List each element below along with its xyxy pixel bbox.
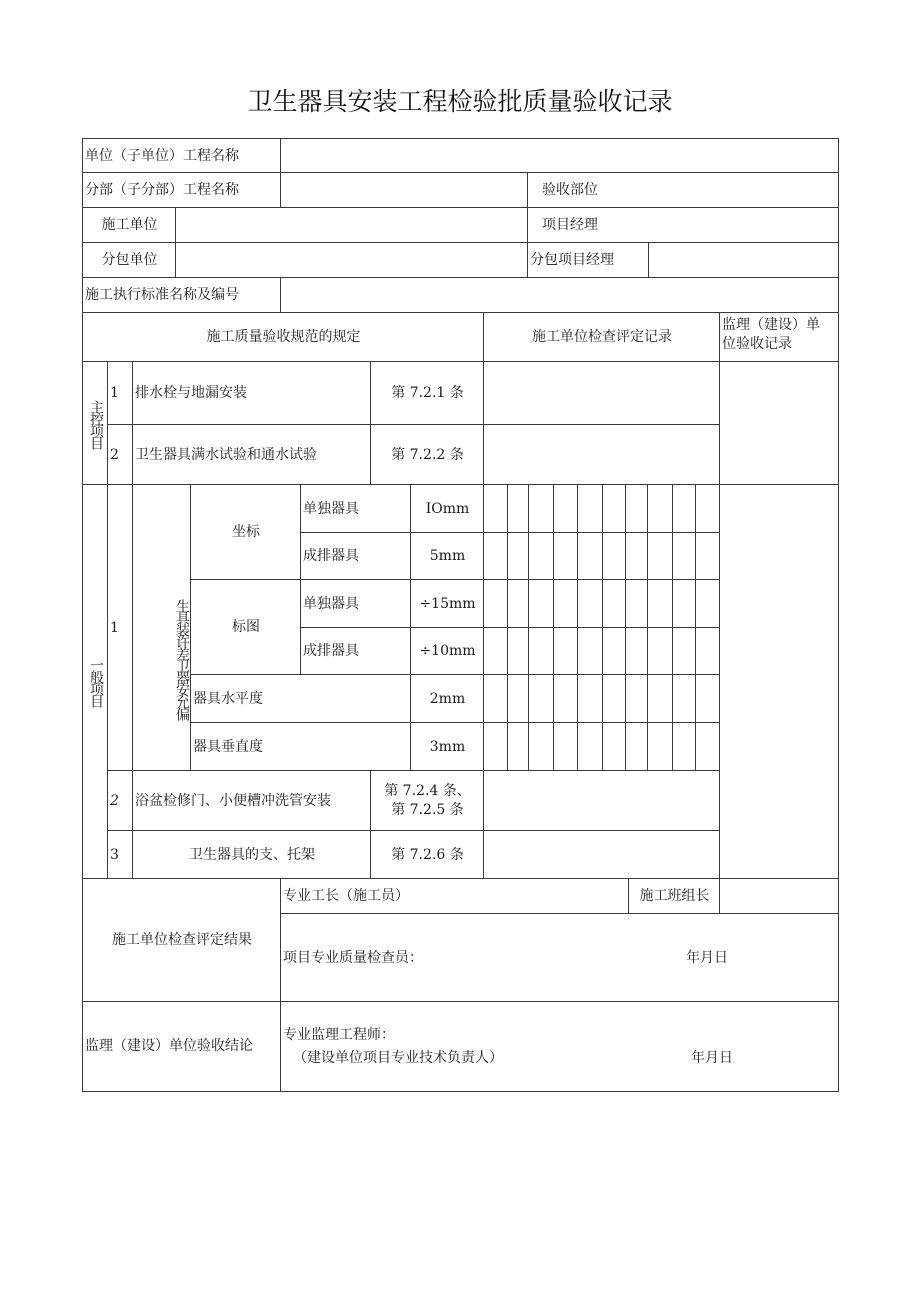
elev-single-tolerance: ÷15mm [410,579,485,629]
general-item-1-no: 1 [107,484,134,772]
supervision-header-line1: 监理（建设）单 [722,317,820,333]
coord-single-tolerance: IOmm [410,484,485,534]
main-item-1-name: 排水栓与地漏安装 [132,361,372,426]
team-leader-label: 施工班组长 [628,878,721,915]
measurement-cell[interactable] [625,484,648,533]
measurement-cell[interactable] [483,484,508,533]
measurement-cell[interactable] [483,532,508,580]
level-label: 器具水平度 [190,674,412,724]
sub-project-name-field[interactable] [280,172,529,209]
measurement-cell[interactable] [577,627,603,675]
measurement-cell[interactable] [577,532,603,580]
inspector-label: 项目专业质量检查员： [283,949,423,966]
spec-column-header: 施工质量验收规范的规定 [82,312,485,363]
measurement-cell[interactable] [528,627,554,675]
measurement-cell[interactable] [695,722,720,771]
supervision-header-line2: 位验收记录 [722,335,792,352]
measurement-cell[interactable] [553,722,578,771]
general-item-3-name: 卫生器具的支、托架 [132,830,372,880]
acceptance-part-text: 验收部位 [542,182,598,199]
measurement-cell[interactable] [602,484,626,533]
measurement-cell[interactable] [577,579,603,628]
measurement-cell[interactable] [625,579,648,628]
measurement-cell[interactable] [528,484,554,533]
main-control-supervision-field[interactable] [719,361,839,486]
result-date-label: 年月日 [686,949,728,966]
measurement-cell[interactable] [602,674,626,723]
measurement-cell[interactable] [483,722,508,771]
coord-label: 坐标 [190,484,302,581]
owner-rep-row [283,1049,838,1068]
unit-project-name-field[interactable] [280,138,839,174]
measurement-cell[interactable] [695,579,720,628]
main-control-label: 主控项目 [82,361,109,486]
measurement-cell[interactable] [577,484,603,533]
measurement-cell[interactable] [602,532,626,580]
acceptance-part-label [527,172,839,209]
general-items-label: 一般项目 [82,484,109,880]
main-item-2-name: 卫生器具满水试验和通水试验 [132,424,372,486]
measurement-cell[interactable] [602,579,626,628]
measurement-cell[interactable] [647,532,673,580]
measurement-cell[interactable] [647,627,673,675]
subcontract-pm-label: 分包项目经理 [527,242,650,279]
construction-unit-field[interactable] [175,207,529,244]
measurement-cell[interactable] [553,532,578,580]
general-supervision-field[interactable] [719,484,839,880]
elev-row-tolerance: ÷10mm [410,627,485,676]
measurement-cell[interactable] [483,627,508,675]
measurement-cell[interactable] [507,532,529,580]
measurement-cell[interactable] [577,722,603,771]
coord-single-label: 单独器具 [300,484,412,534]
coord-row-tolerance: 5mm [410,532,485,581]
measurement-cell[interactable] [577,674,603,723]
measurement-cell[interactable] [553,484,578,533]
general-item-1-group-label: 生具装许差卫器安允偏 [132,484,192,772]
measurement-cell[interactable] [528,579,554,628]
measurement-cell[interactable] [647,579,673,628]
owner-rep-label: （建设单位项目专业技术负责人） [293,1049,503,1066]
subcontract-unit-field[interactable] [175,242,529,279]
measurement-cell[interactable] [553,579,578,628]
project-manager-label [527,207,839,244]
subcontract-unit-label: 分包单位 [82,242,177,279]
measurement-cell[interactable] [695,484,720,533]
conclusion-sign-field[interactable] [280,1001,839,1092]
measurement-cell[interactable] [647,722,673,771]
main-item-1-no: 1 [107,361,134,426]
measurement-cell[interactable] [647,674,673,723]
measurement-cell[interactable] [602,722,626,771]
conclusion-date-label: 年月日 [691,1049,733,1066]
general-item-2-clause-line1: 第 7.2.4 条、 [384,783,471,800]
general-item-3-check-field[interactable] [483,830,721,880]
measurement-cell[interactable] [507,579,529,628]
construction-check-column-header: 施工单位检查评定记录 [483,312,721,363]
inspector-sign-field[interactable] [280,913,839,1003]
measurement-cell[interactable] [483,674,508,723]
construction-unit-label: 施工单位 [82,207,177,244]
measurement-cell[interactable] [672,722,696,771]
measurement-cell[interactable] [672,532,696,580]
elev-row-label: 成排器具 [300,627,412,676]
measurement-cell[interactable] [695,532,720,580]
standard-label: 施工执行标准名称及编号 [82,277,282,314]
measurement-cell[interactable] [672,627,696,675]
general-item-2-name: 浴盆检修门、小便槽冲洗管安装 [132,770,372,832]
measurement-cell[interactable] [625,674,648,723]
unit-project-name-label: 单位（子单位）工程名称 [82,138,282,174]
main-item-2-no: 2 [107,424,134,486]
vertical-label: 器具垂直度 [190,722,412,772]
general-item-2-clause-line2: 第 7.2.5 条 [391,802,464,818]
general-item-2-no: 2 [107,770,134,832]
main-item-2-clause: 第 7.2.2 条 [370,424,485,486]
measurement-cell[interactable] [507,674,529,723]
measurement-cell[interactable] [507,627,529,675]
elevation-label: 标图 [190,579,302,676]
measurement-cell[interactable] [625,722,648,771]
measurement-cell[interactable] [507,484,529,533]
measurement-cell[interactable] [602,627,626,675]
elev-single-label: 单独器具 [300,579,412,629]
main-item-1-check-field[interactable] [483,361,721,426]
level-tolerance: 2mm [410,674,485,724]
result-label: 施工单位检查评定结果 [82,878,282,1003]
measurement-cell[interactable] [483,579,508,628]
foreman-label: 专业工长（施工员） [280,878,630,915]
engineer-label: 专业监理工程师： [283,1026,395,1043]
general-item-2-check-field[interactable] [483,770,721,832]
measurement-cell[interactable] [553,627,578,675]
subcontract-pm-field[interactable] [648,242,839,279]
project-manager-text: 项目经理 [542,217,598,234]
measurement-cell[interactable] [625,627,648,675]
coord-row-label: 成排器具 [300,532,412,581]
vertical-tolerance: 3mm [410,722,485,772]
measurement-cell[interactable] [672,484,696,533]
measurement-cell[interactable] [695,674,720,723]
measurement-cell[interactable] [672,674,696,723]
measurement-cell[interactable] [528,722,554,771]
measurement-cell[interactable] [553,674,578,723]
measurement-cell[interactable] [528,674,554,723]
main-item-2-check-field[interactable] [483,424,721,486]
measurement-cell[interactable] [672,579,696,628]
conclusion-label: 监理（建设）单位验收结论 [82,1001,282,1092]
measurement-cell[interactable] [625,532,648,580]
team-leader-field[interactable] [719,878,839,915]
sub-project-name-label: 分部（子分部）工程名称 [82,172,282,209]
general-item-2-clause [370,770,485,832]
main-item-1-clause: 第 7.2.1 条 [370,361,485,426]
page-title: 卫生器具安装工程检验批质量验收记录 [247,87,673,116]
general-item-3-clause: 第 7.2.6 条 [370,830,485,880]
standard-field[interactable] [280,277,839,314]
measurement-cell[interactable] [695,627,720,675]
measurement-cell[interactable] [647,484,673,533]
supervision-column-header [719,312,839,363]
measurement-cell[interactable] [528,532,554,580]
measurement-cell[interactable] [507,722,529,771]
general-item-3-no: 3 [107,830,134,880]
